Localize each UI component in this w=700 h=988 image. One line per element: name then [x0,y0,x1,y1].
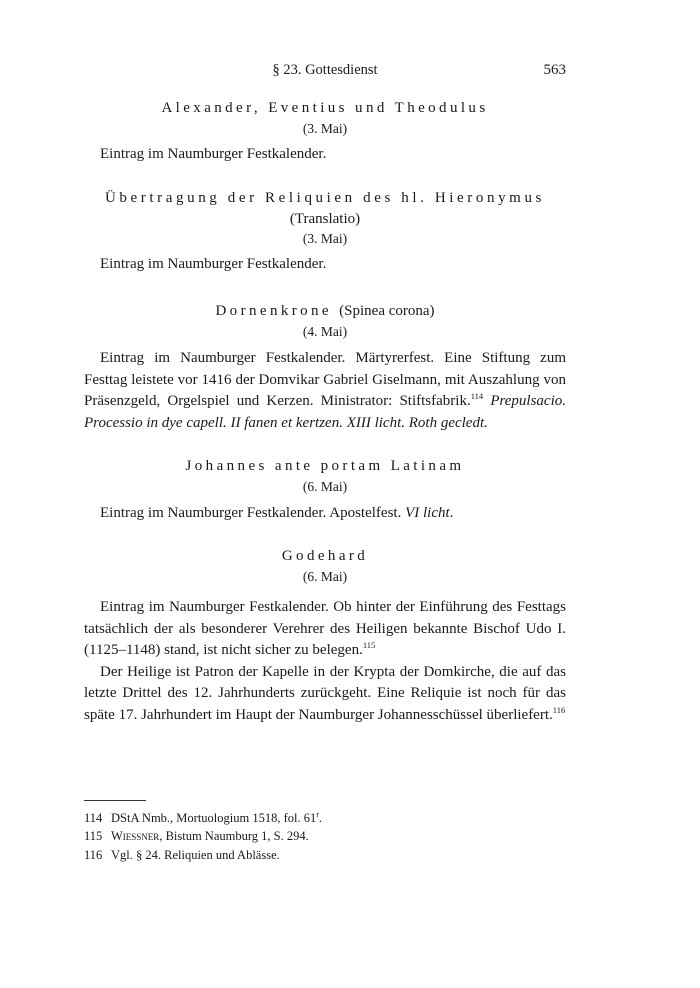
entry-heading: Johannes ante portam Latinam [185,458,465,474]
entry-text-plain: Der Heilige ist Patron der Kapelle in der Krypta der Domkirche, die auf das letzte Drittel des 12. Jahrhunderts zurückgeht. Eine Reliquie ist noch für das späte 17. Jahrhundert im Haupt der Naumburger Johannesschüssel überliefert. [84,663,566,723]
entry-heading-sub: (Translatio) [289,211,361,227]
footnote-ref: 114 [470,391,484,402]
entry-johannes [84,455,566,525]
entry-paragraph [84,662,566,727]
entry-heading [84,300,566,322]
entry-heading-extra: (Spinea corona) [339,303,435,319]
footnote-tail: . [318,811,323,826]
footnote [84,806,566,827]
entry-text-plain: Eintrag im Naumburger Festkalender. Apostelfest. [100,505,402,521]
entry-heading-main: Dornenkrone [215,303,332,319]
entry-text: Eintrag im Naumburger Festkalender. [100,256,327,272]
entry-alexander [84,97,566,166]
entry-text: Eintrag im Naumburger Festkalender. [100,146,327,162]
entry-text: Eintrag im Naumburger Festkalender. Apostelfest. VI licht. [100,505,454,521]
entry-text-plain: Eintrag im Naumburger Festkalender. Märtyrerfest. Eine Stiftung zum Festtag leistete vor 1416 der Domvikar Gabriel Giselmann, mit Auszahlung von Präsenzgeld, Orgelspiel und Kerzen. Ministrator: Stiftsfabrik. [84,350,566,410]
entry-date: (6. Mai) [302,479,348,494]
footnote-ref: 115 [362,640,376,651]
entry-text [84,348,566,434]
entry-heading: Alexander, Eventius und Theodulus [161,100,489,116]
entry-heading: Übertragung der Reliquien des hl. Hieronymus [104,190,545,206]
entry-dornenkrone [84,300,566,434]
entry-date: (3. Mai) [302,231,348,246]
footnote-sup: r [316,810,319,819]
entry-text-plain: Eintrag im Naumburger Festkalender. Ob hinter der Einführung des Festtags tatsächlich der als besonderer Verehrer des Heiligen bekannte Bischof Udo I. (1125–1148) stand, ist nicht sicher zu belegen. [84,599,566,659]
running-head [84,62,566,82]
footnote-number: 114 [84,811,103,826]
running-head-title: § 23. Gottesdienst [272,62,378,78]
entry-godehard [84,545,566,727]
entry-heading: Godehard [281,548,369,564]
footnote-rule [84,800,146,801]
footnote-number: 115 [84,829,103,844]
entry-date: (4. Mai) [302,324,348,339]
footnote-number: 116 [84,847,103,862]
entry-hieronymus [84,187,566,276]
entry-date: (6. Mai) [302,569,348,584]
entry-date: (3. Mai) [302,121,348,136]
footnote-text: Vgl. § 24. Reliquien und Ablässe. [111,847,280,862]
footnote-ref: 116 [552,704,566,715]
footnotes [84,806,566,864]
footnote-text: DStA Nmb., Mortuologium 1518, fol. 61 [111,811,317,826]
entry-text-italic: VI licht [405,505,450,521]
page-number: 563 [543,62,566,78]
entry-paragraph [84,597,566,662]
footnote-author: Wiessner [111,829,160,844]
entry-text-italic: Prepulsacio. Processio in dye capell. II fanen et kertzen. XIII licht. Roth gecledt. [84,393,567,431]
footnote [84,827,566,845]
footnote [84,846,566,864]
footnote-text: , Bistum Naumburg 1, S. 294. [159,829,309,844]
